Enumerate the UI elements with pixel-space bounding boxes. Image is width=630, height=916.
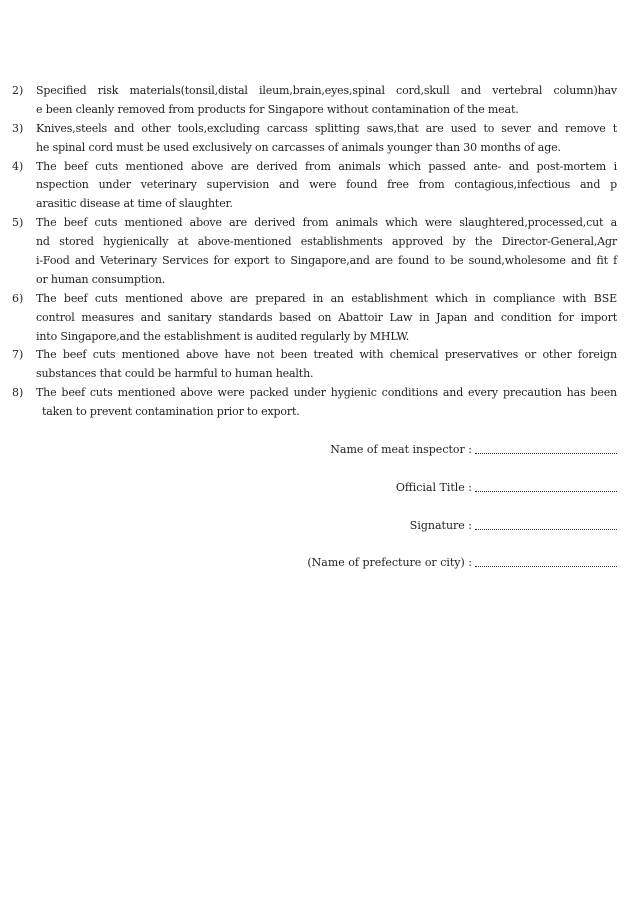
dotted-fill-line xyxy=(475,453,617,454)
clause-line: or human consumption. xyxy=(36,272,166,286)
certificate-clauses xyxy=(0,82,630,422)
clause-number: 4) xyxy=(12,159,24,173)
signature-field xyxy=(0,481,630,500)
clause-line: Specified risk materials(tonsil,distal ileum,brain,eyes,spinal cord,skull and vertebral column)hav xyxy=(36,84,617,97)
dotted-fill-line xyxy=(475,491,617,492)
signature-field xyxy=(0,519,630,538)
clause-number: 6) xyxy=(12,291,24,305)
signature-field-label: (Name of prefecture or city) : xyxy=(307,556,472,569)
signature-field-label: Signature : xyxy=(409,519,472,532)
clause-number: 5) xyxy=(12,216,24,230)
clause-line: nspection under veterinary supervision and were found free from contagious,infectious and p xyxy=(36,178,617,192)
clause-line: nd stored hygienically at above-mentioned establishments approved by the Director-General,Agr xyxy=(36,235,617,249)
clause-line: The beef cuts mentioned above are derived from animals which passed ante- and post-mortem i xyxy=(36,159,617,173)
clause-number: 3) xyxy=(12,121,24,135)
clause-item xyxy=(0,158,630,215)
clause-item xyxy=(0,214,630,290)
clause-line: substances that could be harmful to human health. xyxy=(36,367,314,381)
clause-item xyxy=(0,290,630,347)
clause-item xyxy=(0,384,630,422)
clause-line: i-Food and Veterinary Services for export to Singapore,and are found to be sound,wholesome and fit f xyxy=(36,254,617,268)
clause-line: taken to prevent contamination prior to export. xyxy=(42,405,300,419)
clause-line: arasitic disease at time of slaughter. xyxy=(36,197,233,211)
signature-field xyxy=(0,556,630,575)
clause-item xyxy=(0,82,630,120)
clause-line: The beef cuts mentioned above have not been treated with chemical preservatives or other foreign xyxy=(36,348,617,362)
clause-line: he spinal cord must be used exclusively on carcasses of animals younger than 30 months of age. xyxy=(36,140,561,154)
signature-field xyxy=(0,443,630,462)
clause-line: control measures and sanitary standards based on Abattoir Law in Japan and condition for import xyxy=(36,310,617,324)
clause-number: 7) xyxy=(12,348,24,362)
clause-line: The beef cuts mentioned above are prepared in an establishment which in compliance with BSE xyxy=(36,291,617,305)
signature-field-label: Name of meat inspector : xyxy=(330,443,472,456)
clause-line: The beef cuts mentioned above were packed under hygienic conditions and every precaution has been xyxy=(36,386,617,400)
clause-line: The beef cuts mentioned above are derived from animals which were slaughtered,processed,cut a xyxy=(36,216,617,230)
clause-line: into Singapore,and the establishment is audited regularly by MHLW. xyxy=(36,329,410,343)
clause-number: 8) xyxy=(12,386,24,400)
dotted-fill-line xyxy=(475,529,617,530)
signature-field-label: Official Title : xyxy=(395,481,472,494)
clause-item xyxy=(0,346,630,384)
clause-item xyxy=(0,120,630,158)
clause-line: Knives,steels and other tools,excluding carcass splitting saws,that are used to sever and remove t xyxy=(36,121,617,135)
dotted-fill-line xyxy=(475,566,617,567)
clause-number: 2) xyxy=(12,84,24,97)
clause-line: e been cleanly removed from products for Singapore without contamination of the meat. xyxy=(36,102,519,116)
